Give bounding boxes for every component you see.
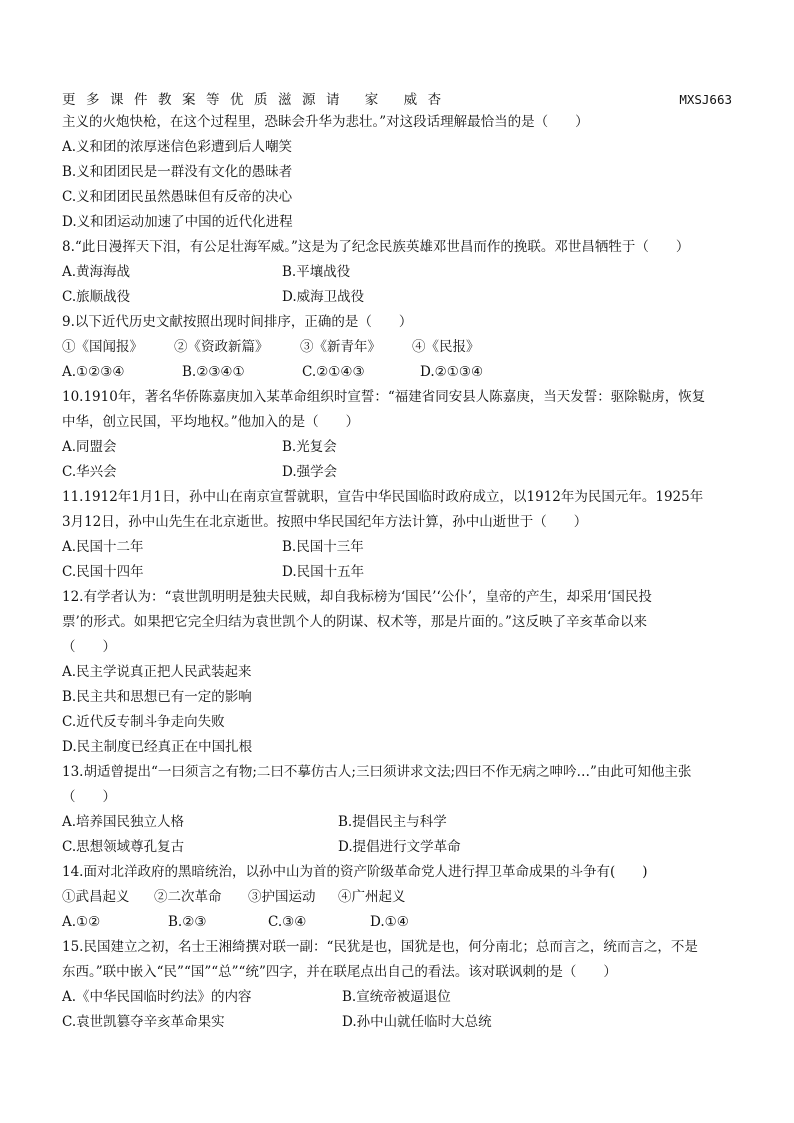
q7-option-b: B.义和团团民是一群没有文化的愚昧者	[62, 164, 293, 180]
q13-options-row2	[62, 835, 732, 860]
q12-stem-1: 12.有学者认为：“袁世凯明明是独夫民贼，却自我标榜为‘国民’‘公仆’，皇帝的产生，却采用‘国民投	[62, 589, 652, 605]
q14-option-d: D.①④	[370, 914, 409, 930]
q15-option-c: C.袁世凯篡夺辛亥革命果实	[62, 1014, 225, 1030]
q14-option-a: A.①②	[62, 914, 101, 930]
q7-option-c: C.义和团团民虽然愚昧但有反帝的决心	[62, 189, 293, 205]
q13-option-c: C.思想领域尊孔复古	[62, 839, 185, 855]
q7-stem-end: 主义的火炮快枪，在这个过程里，恐眛会升华为悲壮。”对这段话理解最恰当的是（ ）	[62, 114, 589, 130]
q11-option-d: D.民国十五年	[282, 564, 365, 580]
q15-option-d: D.孙中山就任临时大总统	[342, 1014, 492, 1030]
q15-stem-2: 东西。”联中嵌入“民”“国”“总”“统”四字，并在联尾点出自己的看法。该对联讽刺的是（ ）	[62, 964, 617, 980]
q14-items	[62, 885, 732, 910]
q10-option-a: A.同盟会	[62, 439, 117, 455]
q15-stem-1: 15.民国建立之初，名士王湘绮撰对联一副：“民犹是也，国犹是也，何分南北；总而言之，统而言之，不是	[62, 939, 698, 955]
q9-option-a: A.①②③④	[62, 364, 125, 380]
q11-option-b: B.民国十三年	[282, 539, 364, 555]
q9-item-2: ②《资政新篇》	[174, 339, 269, 355]
q11-stem-2: 3月12日，孙中山先生在北京逝世。按照中华民国纪年方法计算，孙中山逝世于（ ）	[62, 514, 588, 530]
q10-options-row2	[62, 460, 732, 485]
q12-option-d: D.民主制度已经真正在中国扎根	[62, 739, 253, 755]
q13-option-a: A.培养国民独立人格	[62, 814, 185, 830]
q11-options-row1	[62, 535, 732, 560]
q15-option-b: B.宣统帝被逼退位	[342, 989, 451, 1005]
q13-option-d: D.提倡进行文学革命	[338, 839, 461, 855]
q14-item-1: ①武昌起义	[62, 889, 130, 905]
q10-stem-1: 10.1910年，著名华侨陈嘉庚加入某革命组织时宣誓：“福建省同安县人陈嘉庚，当天发誓：驱除鞑虏，恢复	[62, 389, 706, 405]
q9-options	[62, 360, 732, 385]
exam-page	[62, 88, 732, 1035]
q12-option-c: C.近代反专制斗争走向失败	[62, 714, 225, 730]
q8-option-c: C.旅顺战役	[62, 289, 131, 305]
q10-option-d: D.强学会	[282, 464, 338, 480]
q9-items	[62, 335, 732, 360]
q14-item-4: ④广州起义	[338, 889, 406, 905]
q14-option-c: C.③④	[268, 914, 307, 930]
q12-option-a: A.民主学说真正把人民武装起来	[62, 664, 252, 680]
q13-answer-paren: （ ）	[62, 789, 116, 805]
q13-options-row1	[62, 810, 732, 835]
q7-option-a: A.义和团的浓厚迷信色彩遭到后人嘲笑	[62, 139, 293, 155]
q14-item-2: ②二次革命	[154, 889, 222, 905]
q8-option-d: D.威海卫战役	[282, 289, 365, 305]
q13-option-b: B.提倡民主与科学	[338, 814, 447, 830]
q8-option-a: A.黄海海战	[62, 264, 131, 280]
q8-option-b: B.平壤战役	[282, 264, 351, 280]
q9-option-b: B.②③④①	[182, 364, 245, 380]
q10-option-b: B.光复会	[282, 439, 337, 455]
q15-options-row1	[62, 985, 732, 1010]
q11-option-c: C.民国十四年	[62, 564, 144, 580]
q9-item-3: ③《新青年》	[300, 339, 381, 355]
q12-answer-paren: （ ）	[62, 639, 116, 655]
header-code: MXSJ663	[679, 92, 732, 107]
page-header	[62, 88, 732, 110]
q10-option-c: C.华兴会	[62, 464, 117, 480]
q12-option-b: B.民主共和思想已有一定的影响	[62, 689, 252, 705]
q8-options-row1	[62, 260, 732, 285]
q14-item-3: ③护国运动	[248, 889, 316, 905]
q8-stem: 8.“此日漫挥天下泪，有公足壮海军威。”这是为了纪念民族英雄邓世昌而作的挽联。邓世昌牺牲于（ ）	[62, 239, 690, 255]
header-promo-text: 更多课件教案等优质滋源请 家 威杏	[62, 92, 452, 108]
q9-option-c: C.②①④③	[302, 364, 365, 380]
q12-stem-2: 票’的形式。如果把它完全归结为袁世凯个人的阴谋、权术等，那是片面的。”这反映了辛亥革命以来	[62, 614, 647, 630]
q11-options-row2	[62, 560, 732, 585]
q9-option-d: D.②①③④	[420, 364, 484, 380]
q15-options-row2	[62, 1010, 732, 1035]
q10-stem-2: 中华，创立民国，平均地权。”他加入的是（ ）	[62, 414, 360, 430]
q11-stem-1: 11.1912年1月1日，孙中山在南京宣誓就职，宣告中华民国临时政府成立，以1912年为民国元年。1925年	[62, 489, 704, 505]
q14-options	[62, 910, 732, 935]
q8-options-row2	[62, 285, 732, 310]
q14-option-b: B.②③	[168, 914, 207, 930]
q7-option-d: D.义和团运动加速了中国的近代化进程	[62, 214, 293, 230]
q14-stem: 14.面对北洋政府的黑暗统治，以孙中山为首的资产阶级革命党人进行捍卫革命成果的斗争有( )	[62, 864, 648, 880]
q9-stem: 9.以下近代历史文献按照出现时间排序，正确的是（ ）	[62, 314, 413, 330]
q9-item-1: ①《国闻报》	[62, 339, 143, 355]
q13-stem: 13.胡适曾提出“一曰须言之有物;二曰不摹仿古人;三曰须讲求文法;四曰不作无病之呻吟…”由此可知他主张	[62, 764, 692, 780]
q11-option-a: A.民国十二年	[62, 539, 144, 555]
q9-item-4: ④《民报》	[412, 339, 480, 355]
q15-option-a: A.《中华民国临时约法》的内容	[62, 989, 252, 1005]
q10-options-row1	[62, 435, 732, 460]
